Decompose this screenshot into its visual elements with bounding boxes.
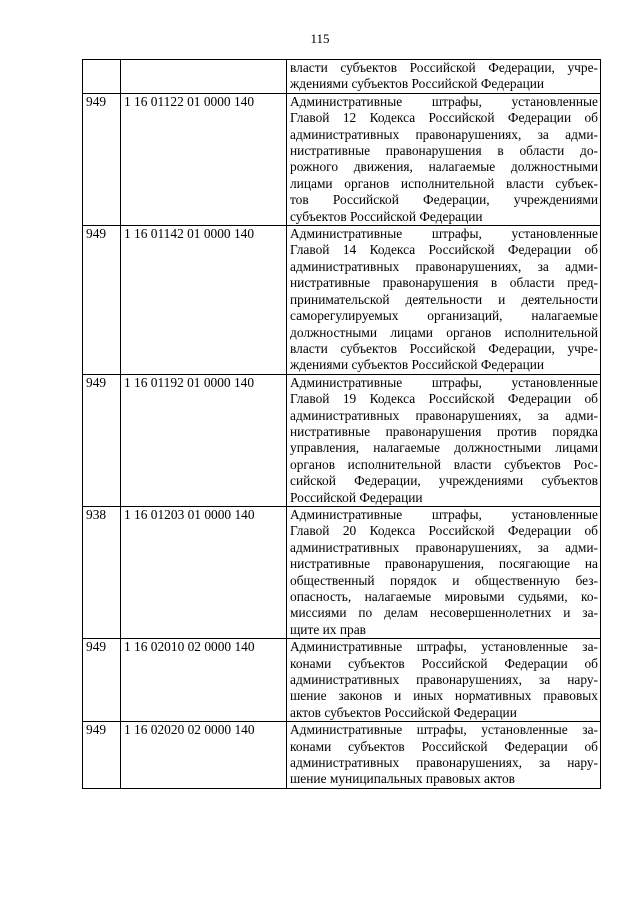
revenue-name-line: Административные штрафы, установленные (290, 226, 598, 242)
revenue-name-line: опасность, налагаемые мировыми судьями, ко- (290, 589, 598, 604)
revenue-name-cell (287, 639, 601, 722)
revenue-name-line: власти субъектов Российской Федерации, учре- (290, 60, 598, 75)
revenue-name-line: Административные штрафы, установленные (290, 93, 598, 109)
revenue-name-cell (287, 226, 601, 375)
table-row (83, 60, 601, 94)
revenue-name-line: ждениями субъектов Российской Федерации (290, 76, 545, 92)
revenue-name-line: субъектов Российской Федерации (290, 208, 483, 224)
admin-code-cell: 949 (83, 226, 121, 375)
page-number: 115 (310, 31, 330, 46)
table-row (83, 93, 601, 225)
revenue-name-line: актов субъектов Российской Федерации (290, 704, 517, 720)
revenue-code-cell: 1 16 02020 02 0000 140 (121, 722, 287, 789)
revenue-name-line: Главой 12 Кодекса Российской Федерации об (290, 110, 598, 126)
revenue-name-cell (287, 374, 601, 506)
revenue-code-cell: 1 16 01192 01 0000 140 (121, 374, 287, 506)
revenue-name-line: рожного движения, налагаемые должностными (290, 159, 598, 175)
table-row (83, 639, 601, 722)
revenue-name-line: общественный порядок и общественную без- (290, 572, 598, 588)
revenue-code-cell: 1 16 01122 01 0000 140 (121, 93, 287, 225)
revenue-name-line: административных правонарушениях, за нару- (290, 755, 598, 771)
table-row (83, 374, 601, 506)
revenue-name-cell (287, 506, 601, 638)
revenue-name-line: тов Российской Федерации, учреждениями (290, 192, 598, 208)
admin-code-cell: 949 (83, 93, 121, 225)
revenue-name-line: административных правонарушениях, за адми- (290, 407, 598, 423)
revenue-name-line: сийской Федерации, учреждениями субъектов (290, 473, 598, 489)
revenue-name-line: шение законов и иных нормативных правовых (290, 688, 598, 704)
revenue-name-cell (287, 60, 601, 94)
revenue-name-line: административных правонарушениях, за адми- (290, 539, 598, 555)
revenue-name-line: административных правонарушениях, за нару- (290, 672, 598, 688)
revenue-code-cell: 1 16 02010 02 0000 140 (121, 639, 287, 722)
table-body (83, 60, 601, 789)
table-row (83, 722, 601, 789)
revenue-name-line: конами субъектов Российской Федерации об (290, 738, 598, 754)
revenue-name-line: нистративные правонарушения в области до- (290, 143, 598, 159)
admin-code-cell: 949 (83, 639, 121, 722)
revenue-name-line: саморегулируемых организаций, налагаемые (290, 308, 598, 324)
revenue-name-cell (287, 93, 601, 225)
revenue-name-line: власти субъектов Российской Федерации, учре- (290, 340, 598, 356)
revenue-name-line: щите их прав (290, 621, 366, 637)
revenue-name-line: Административные штрафы, установленные (290, 374, 598, 390)
table-row (83, 226, 601, 375)
revenue-name-line: Административные штрафы, установленные (290, 506, 598, 522)
admin-code-cell (83, 60, 121, 94)
revenue-name-line: управления, налагаемые должностными лицами (290, 440, 598, 456)
revenue-name-line: лицами органов исполнительной власти субъек- (290, 175, 598, 191)
revenue-name-line: Главой 19 Кодекса Российской Федерации об (290, 391, 598, 407)
revenue-name-line: Административные штрафы, установленные за- (290, 639, 598, 655)
admin-code-cell: 938 (83, 506, 121, 638)
revenue-name-line: административных правонарушениях, за адми- (290, 126, 598, 142)
revenue-name-cell (287, 722, 601, 789)
revenue-name-line: ждениями субъектов Российской Федерации (290, 357, 545, 373)
revenue-name-line: Главой 14 Кодекса Российской Федерации об (290, 242, 598, 258)
table-row (83, 506, 601, 638)
revenue-name-line: Российской Федерации (290, 489, 423, 505)
revenue-name-line: должностными лицами органов исполнительной (290, 324, 598, 340)
revenue-name-line: принимательской деятельности и деятельности (290, 291, 598, 307)
revenue-code-cell: 1 16 01203 01 0000 140 (121, 506, 287, 638)
revenue-name-line: нистративные правонарушения, посягающие на (290, 556, 598, 572)
revenue-name-line: нистративные правонарушения в области пред- (290, 275, 598, 291)
revenue-name-line: конами субъектов Российской Федерации об (290, 655, 598, 671)
revenue-code-cell: 1 16 01142 01 0000 140 (121, 226, 287, 375)
admin-code-cell: 949 (83, 374, 121, 506)
revenue-name-line: миссиями по делам несовершеннолетних и за- (290, 605, 598, 621)
revenue-name-line: административных правонарушениях, за адми- (290, 258, 598, 274)
revenue-name-line: органов исполнительной власти субъектов Рос- (290, 456, 598, 472)
revenue-name-line: Главой 20 Кодекса Российской Федерации об (290, 523, 598, 539)
budget-revenue-table (82, 59, 601, 789)
revenue-name-line: шение муниципальных правовых актов (290, 771, 515, 787)
revenue-name-line: Административные штрафы, установленные за- (290, 722, 598, 738)
admin-code-cell: 949 (83, 722, 121, 789)
revenue-code-cell (121, 60, 287, 94)
revenue-name-line: нистративные правонарушения против порядка (290, 423, 598, 439)
